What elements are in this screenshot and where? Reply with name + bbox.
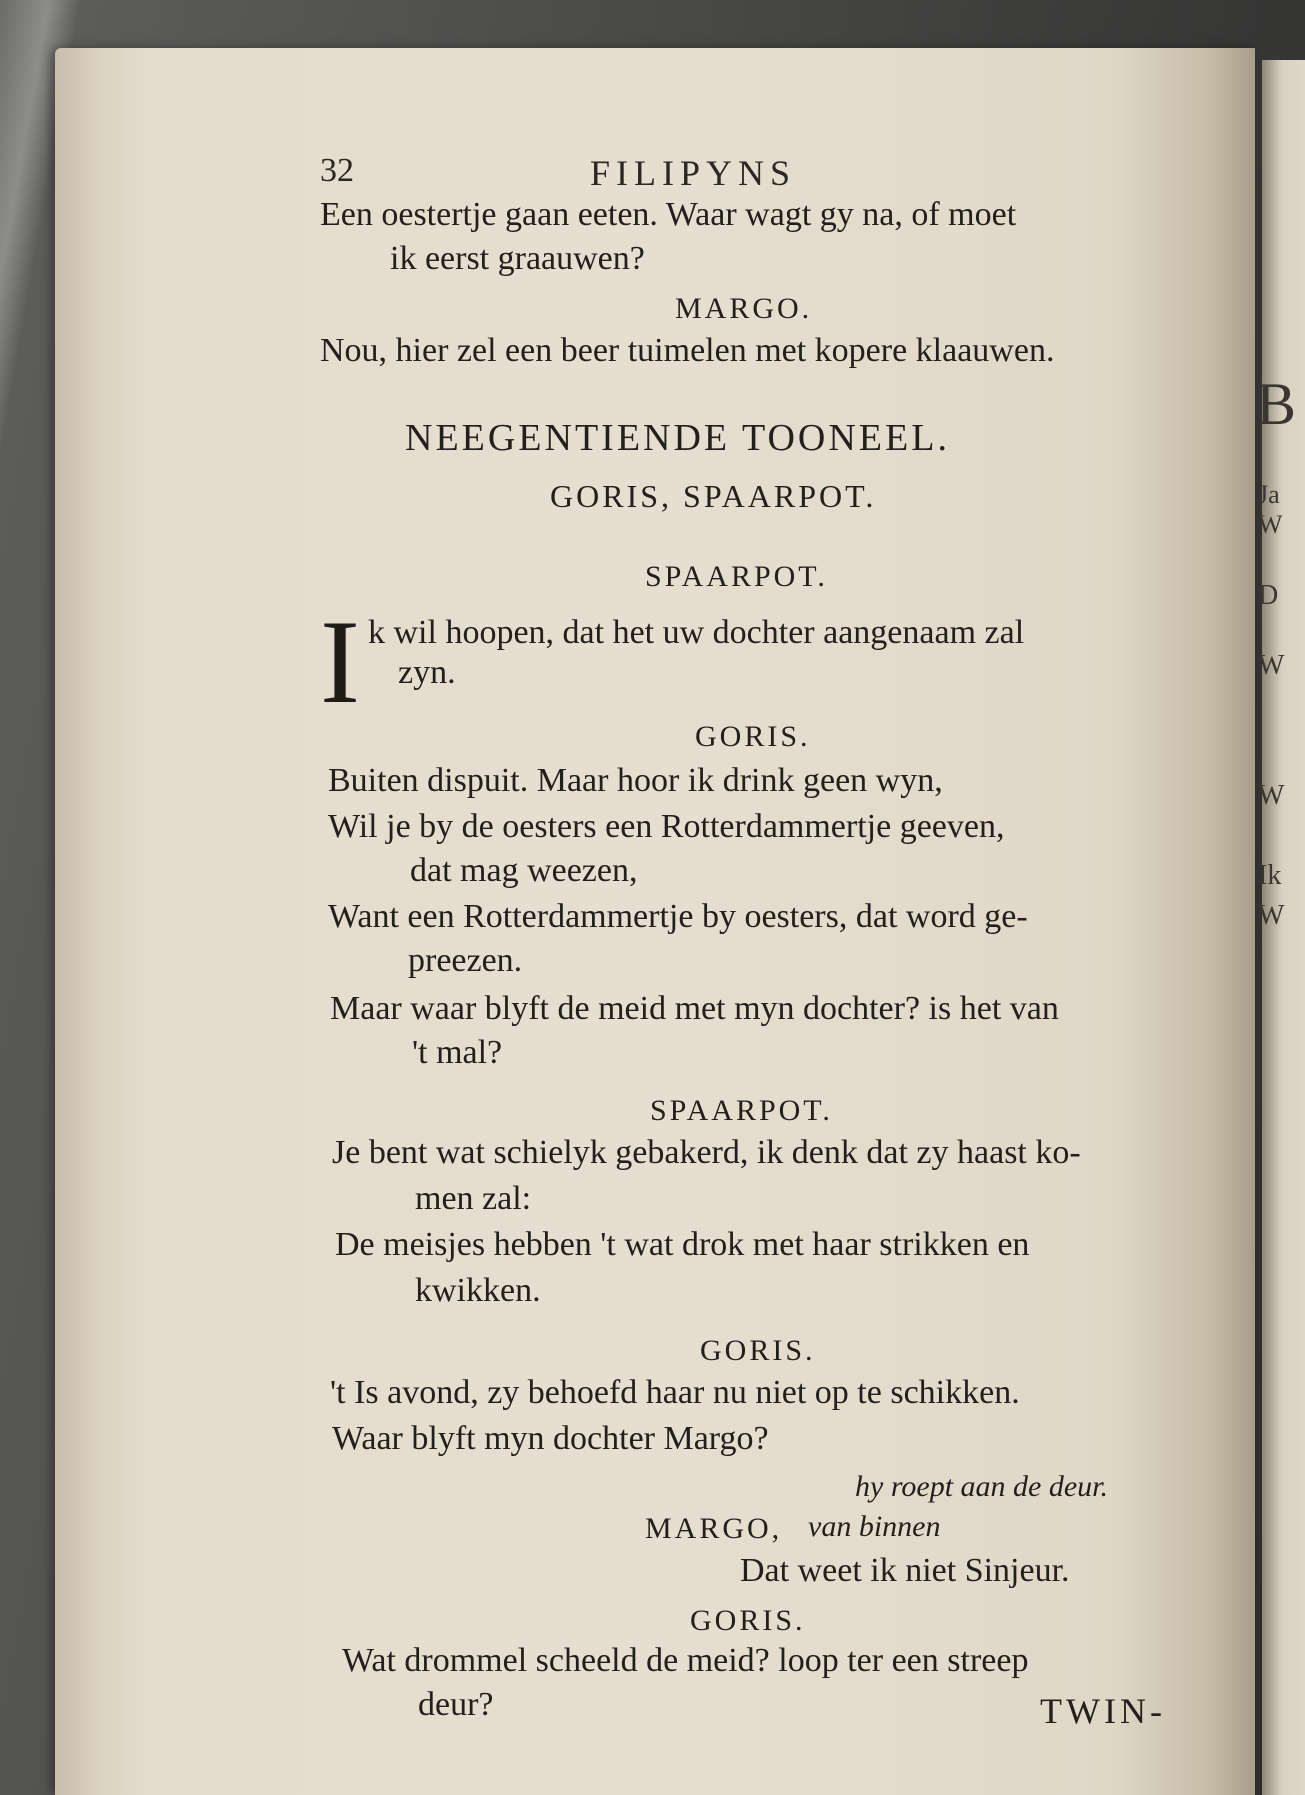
speaker-name: SPAARPOT. [650,1094,833,1127]
page-header [320,152,1200,202]
text-line: Een oestertje gaan eeten. Waar wagt gy na, of moet [320,196,1017,233]
facing-page-glyph: Ja [1258,480,1280,509]
scene-title: NEEGENTIENDE TOONEEL. [405,417,950,459]
facing-page-glyph: W [1258,510,1283,539]
stage-direction: hy roept aan de deur. [855,1470,1109,1503]
speaker-name: MARGO. [675,292,813,325]
stage-direction: van binnen [808,1510,941,1543]
facing-page-glyph: D [1258,580,1279,611]
text-line: Je bent wat schielyk gebakerd, ik denk dat zy haast ko- [332,1134,1081,1171]
speaker-name: GORIS. [690,1604,806,1637]
text-line: De meisjes hebben 't wat drok met haar strikken en [335,1226,1030,1263]
text-line: Waar blyft myn dochter Margo? [332,1420,769,1457]
facing-page-glyph: W [1258,900,1285,931]
text-line: preezen. [408,942,523,979]
catchword: TWIN- [1040,1691,1166,1731]
text-line: men zal: [415,1180,532,1217]
text-line: Buiten dispuit. Maar hoor ik drink geen wyn, [328,762,943,799]
running-head: FILIPYNS [590,153,797,193]
text-line: 't Is avond, zy behoefd haar nu niet op te schikken. [330,1374,1020,1411]
text-line: deur? [418,1686,494,1723]
text-line: 't mal? [412,1034,503,1071]
facing-page-glyph: W [1258,650,1285,681]
speaker-name: SPAARPOT. [645,560,828,593]
text-line: Dat weet ik niet Sinjeur. [740,1552,1070,1589]
facing-page-glyph: W [1258,780,1285,811]
drop-cap: I [320,595,360,728]
facing-page-edge [1256,60,1305,1795]
speaker-name: MARGO, [645,1512,783,1545]
speaker-name: GORIS. [700,1334,816,1367]
text-line: Maar waar blyft de meid met myn dochter? is het van [330,990,1059,1027]
text-line: Nou, hier zel een beer tuimelen met kopere klaauwen. [320,332,1055,369]
text-line: Wil je by de oesters een Rotterdammertje geeven, [328,808,1005,845]
text-line: dat mag weezen, [410,852,638,889]
text-line: Wat drommel scheeld de meid? loop ter een streep [342,1642,1029,1679]
facing-page-glyph: B [1256,371,1297,437]
text-line: k wil hoopen, dat het uw dochter aangenaam zal [368,614,1025,651]
text-line: ik eerst graauwen? [390,240,645,277]
text-line: zyn. [398,654,456,691]
speaker-name: GORIS. [695,720,811,753]
text-line: kwikken. [415,1272,541,1309]
page-number: 32 [320,152,354,189]
text-line: Want een Rotterdammertje by oesters, dat word ge- [328,898,1028,935]
scene-characters: GORIS, SPAARPOT. [550,478,877,514]
facing-page-glyph: Ik [1258,860,1282,891]
